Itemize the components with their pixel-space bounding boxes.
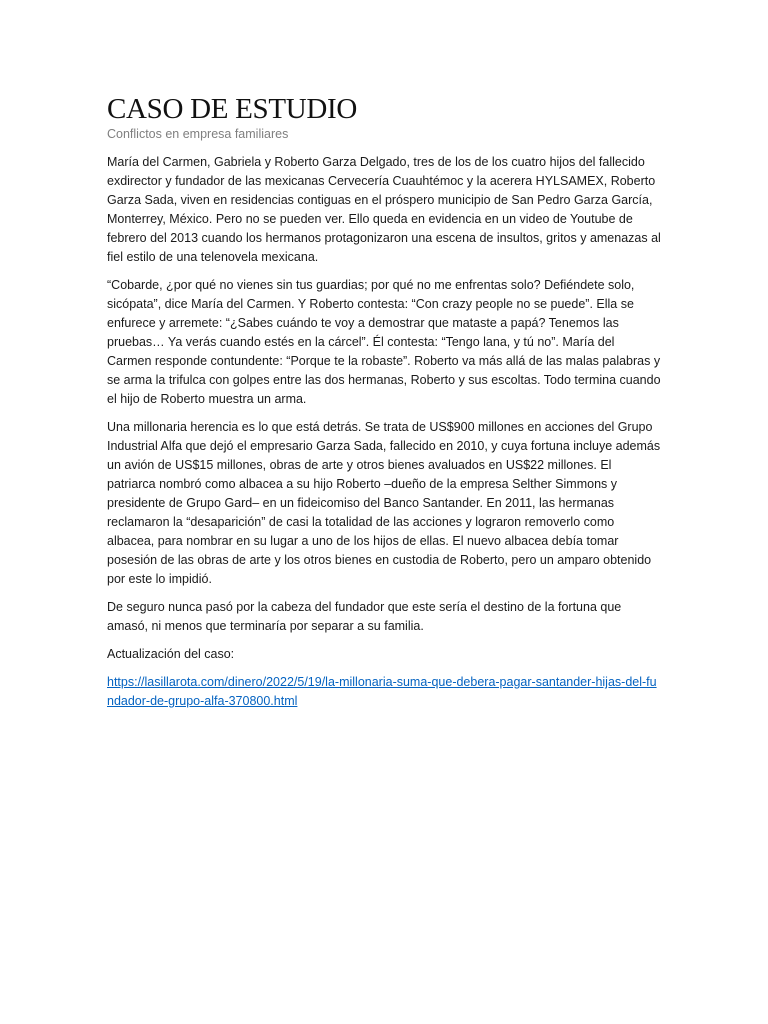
paragraph-inheritance: Una millonaria herencia es lo que está detrás. Se trata de US$900 millones en acciones del Grupo Industrial Alfa que dejó el empresario Garza Sada, fallecido en 2010, y cuya fortuna incluye además un avión de US$15 millones, obras de arte y otros bienes avaluados en US$22 millones. El patriarca nombró como albacea a su hijo Roberto –dueño de la empresa Selther Simmons y presidente de Grupo Gard– en un fideicomiso del Banco Santander. En 2011, las hermanas reclamaron la “desaparición” de casi la totalidad de las acciones y lograron removerlo como albacea, para nombrar en su lugar a uno de los hijos de ellas. El nuevo albacea debía tomar posesión de las obras de arte y los otros bienes en custodia de Roberto, pero un amparo obtenido por este lo impidió.: [107, 420, 661, 586]
paragraph-intro: María del Carmen, Gabriela y Roberto Garza Delgado, tres de los de los cuatro hijos del fallecido exdirector y fundador de las mexicanas Cervecería Cuauhtémoc y la acerera HYLSAMEX, Roberto Garza Sada, viven en residencias contiguas en el próspero municipio de San Pedro Garza García, Monterrey, México. Pero no se pueden ver. Ello queda en evidencia en un video de Youtube de febrero del 2013 cuando los hermanos protagonizaron una escena de insultos, gritos y amenazas al fiel estilo de una telenovela mexicana.: [107, 155, 661, 264]
paragraph-update-label: Actualización del caso:: [107, 647, 235, 661]
paragraph-dialogue: “Cobarde, ¿por qué no vienes sin tus guardias; por qué no me enfrentas solo? Defiéndete solo, sicópata”, dice María del Carmen. Y Roberto contesta: “Con crazy people no se puede”. Ella se enfurece y arremete: “¿Sabes cuándo te voy a demostrar que mataste a papá? Tenemos las pruebas… Ya verás cuando estés en la cárcel”. Él contesta: “Tengo lana, y tú no”. María del Carmen responde contundente: “Porque te la robaste”. Roberto va más allá de las malas palabras y se arma la trifulca con golpes entre las dos hermanas, Roberto y sus escoltas. Todo termina cuando el hijo de Roberto muestra un arma.: [107, 278, 661, 406]
document-body: [107, 92, 662, 711]
document-title: CASO DE ESTUDIO: [107, 93, 358, 125]
update-link[interactable]: https://lasillarota.com/dinero/2022/5/19/la-millonaria-suma-que-debera-pagar-santander-hijas-del-fundador-de-grupo-alfa-370800.html: [107, 675, 657, 708]
document-subtitle: Conflictos en empresa familiares: [107, 127, 289, 141]
paragraph-conclusion: De seguro nunca pasó por la cabeza del fundador que este sería el destino de la fortuna que amasó, ni menos que terminaría por separar a su familia.: [107, 600, 622, 633]
